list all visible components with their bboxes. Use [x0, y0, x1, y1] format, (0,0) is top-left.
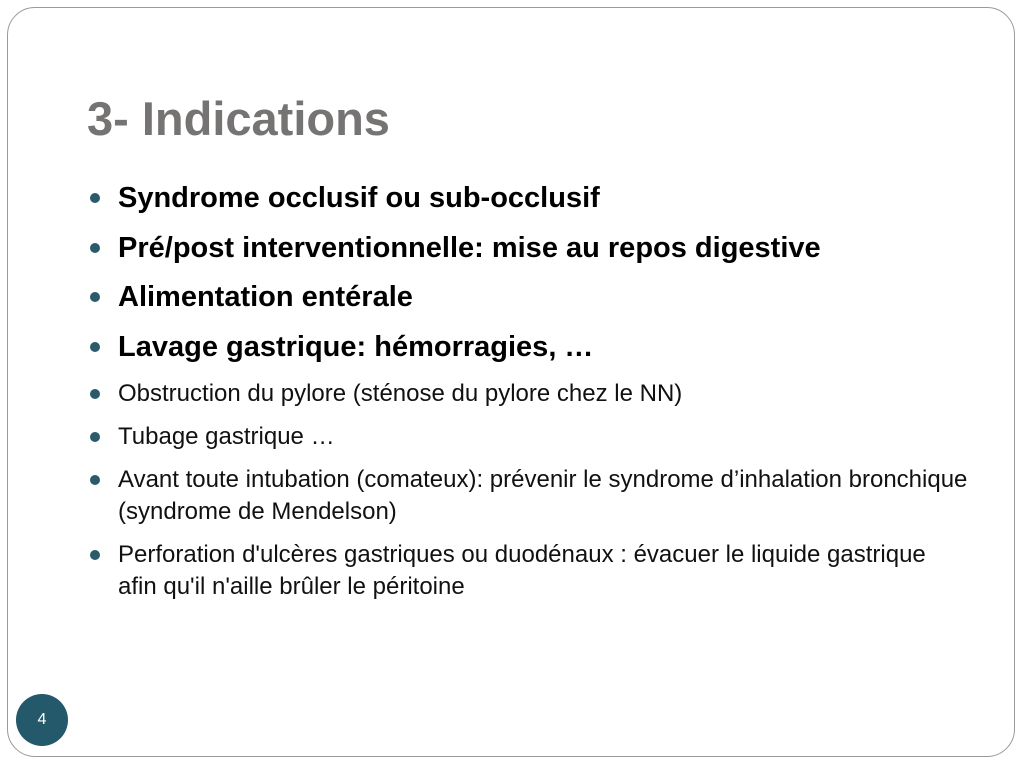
- bullet-item: [88, 329, 968, 365]
- bullet-item: [88, 421, 968, 453]
- bullet-dot-icon: [90, 475, 100, 485]
- bullet-text: Tubage gastrique …: [118, 423, 335, 450]
- bullet-dot-icon: [90, 432, 100, 442]
- bullet-dot-icon: [90, 550, 100, 560]
- bullet-text: Alimentation entérale: [118, 281, 413, 313]
- bullet-item: [88, 230, 968, 266]
- bullet-dot-icon: [90, 292, 100, 302]
- bullet-text: Perforation d'ulcères gastriques ou duodénaux : évacuer le liquide gastrique afin qu'il n'aille brûler le péritoine: [118, 541, 926, 600]
- bullet-item: [88, 378, 968, 410]
- bullet-text: Avant toute intubation (comateux): prévenir le syndrome d’inhalation bronchique (syndrome de Mendelson): [118, 466, 968, 525]
- bullet-list: [88, 180, 968, 614]
- bullet-dot-icon: [90, 243, 100, 253]
- page-number-badge: 4: [16, 694, 68, 746]
- bullet-text: Syndrome occlusif ou sub-occlusif: [118, 182, 600, 214]
- bullet-text: Obstruction du pylore (sténose du pylore chez le NN): [118, 380, 683, 407]
- slide-title: 3- Indications: [87, 92, 390, 145]
- bullet-dot-icon: [90, 342, 100, 352]
- bullet-dot-icon: [90, 389, 100, 399]
- bullet-text: Pré/post interventionnelle: mise au repos digestive: [118, 231, 821, 264]
- bullet-item: [88, 539, 968, 603]
- bullet-text: Lavage gastrique: hémorragies, …: [118, 330, 594, 363]
- bullet-item: [88, 180, 968, 216]
- bullet-item: [88, 464, 968, 528]
- bullet-item: [88, 279, 968, 315]
- bullet-dot-icon: [90, 193, 100, 203]
